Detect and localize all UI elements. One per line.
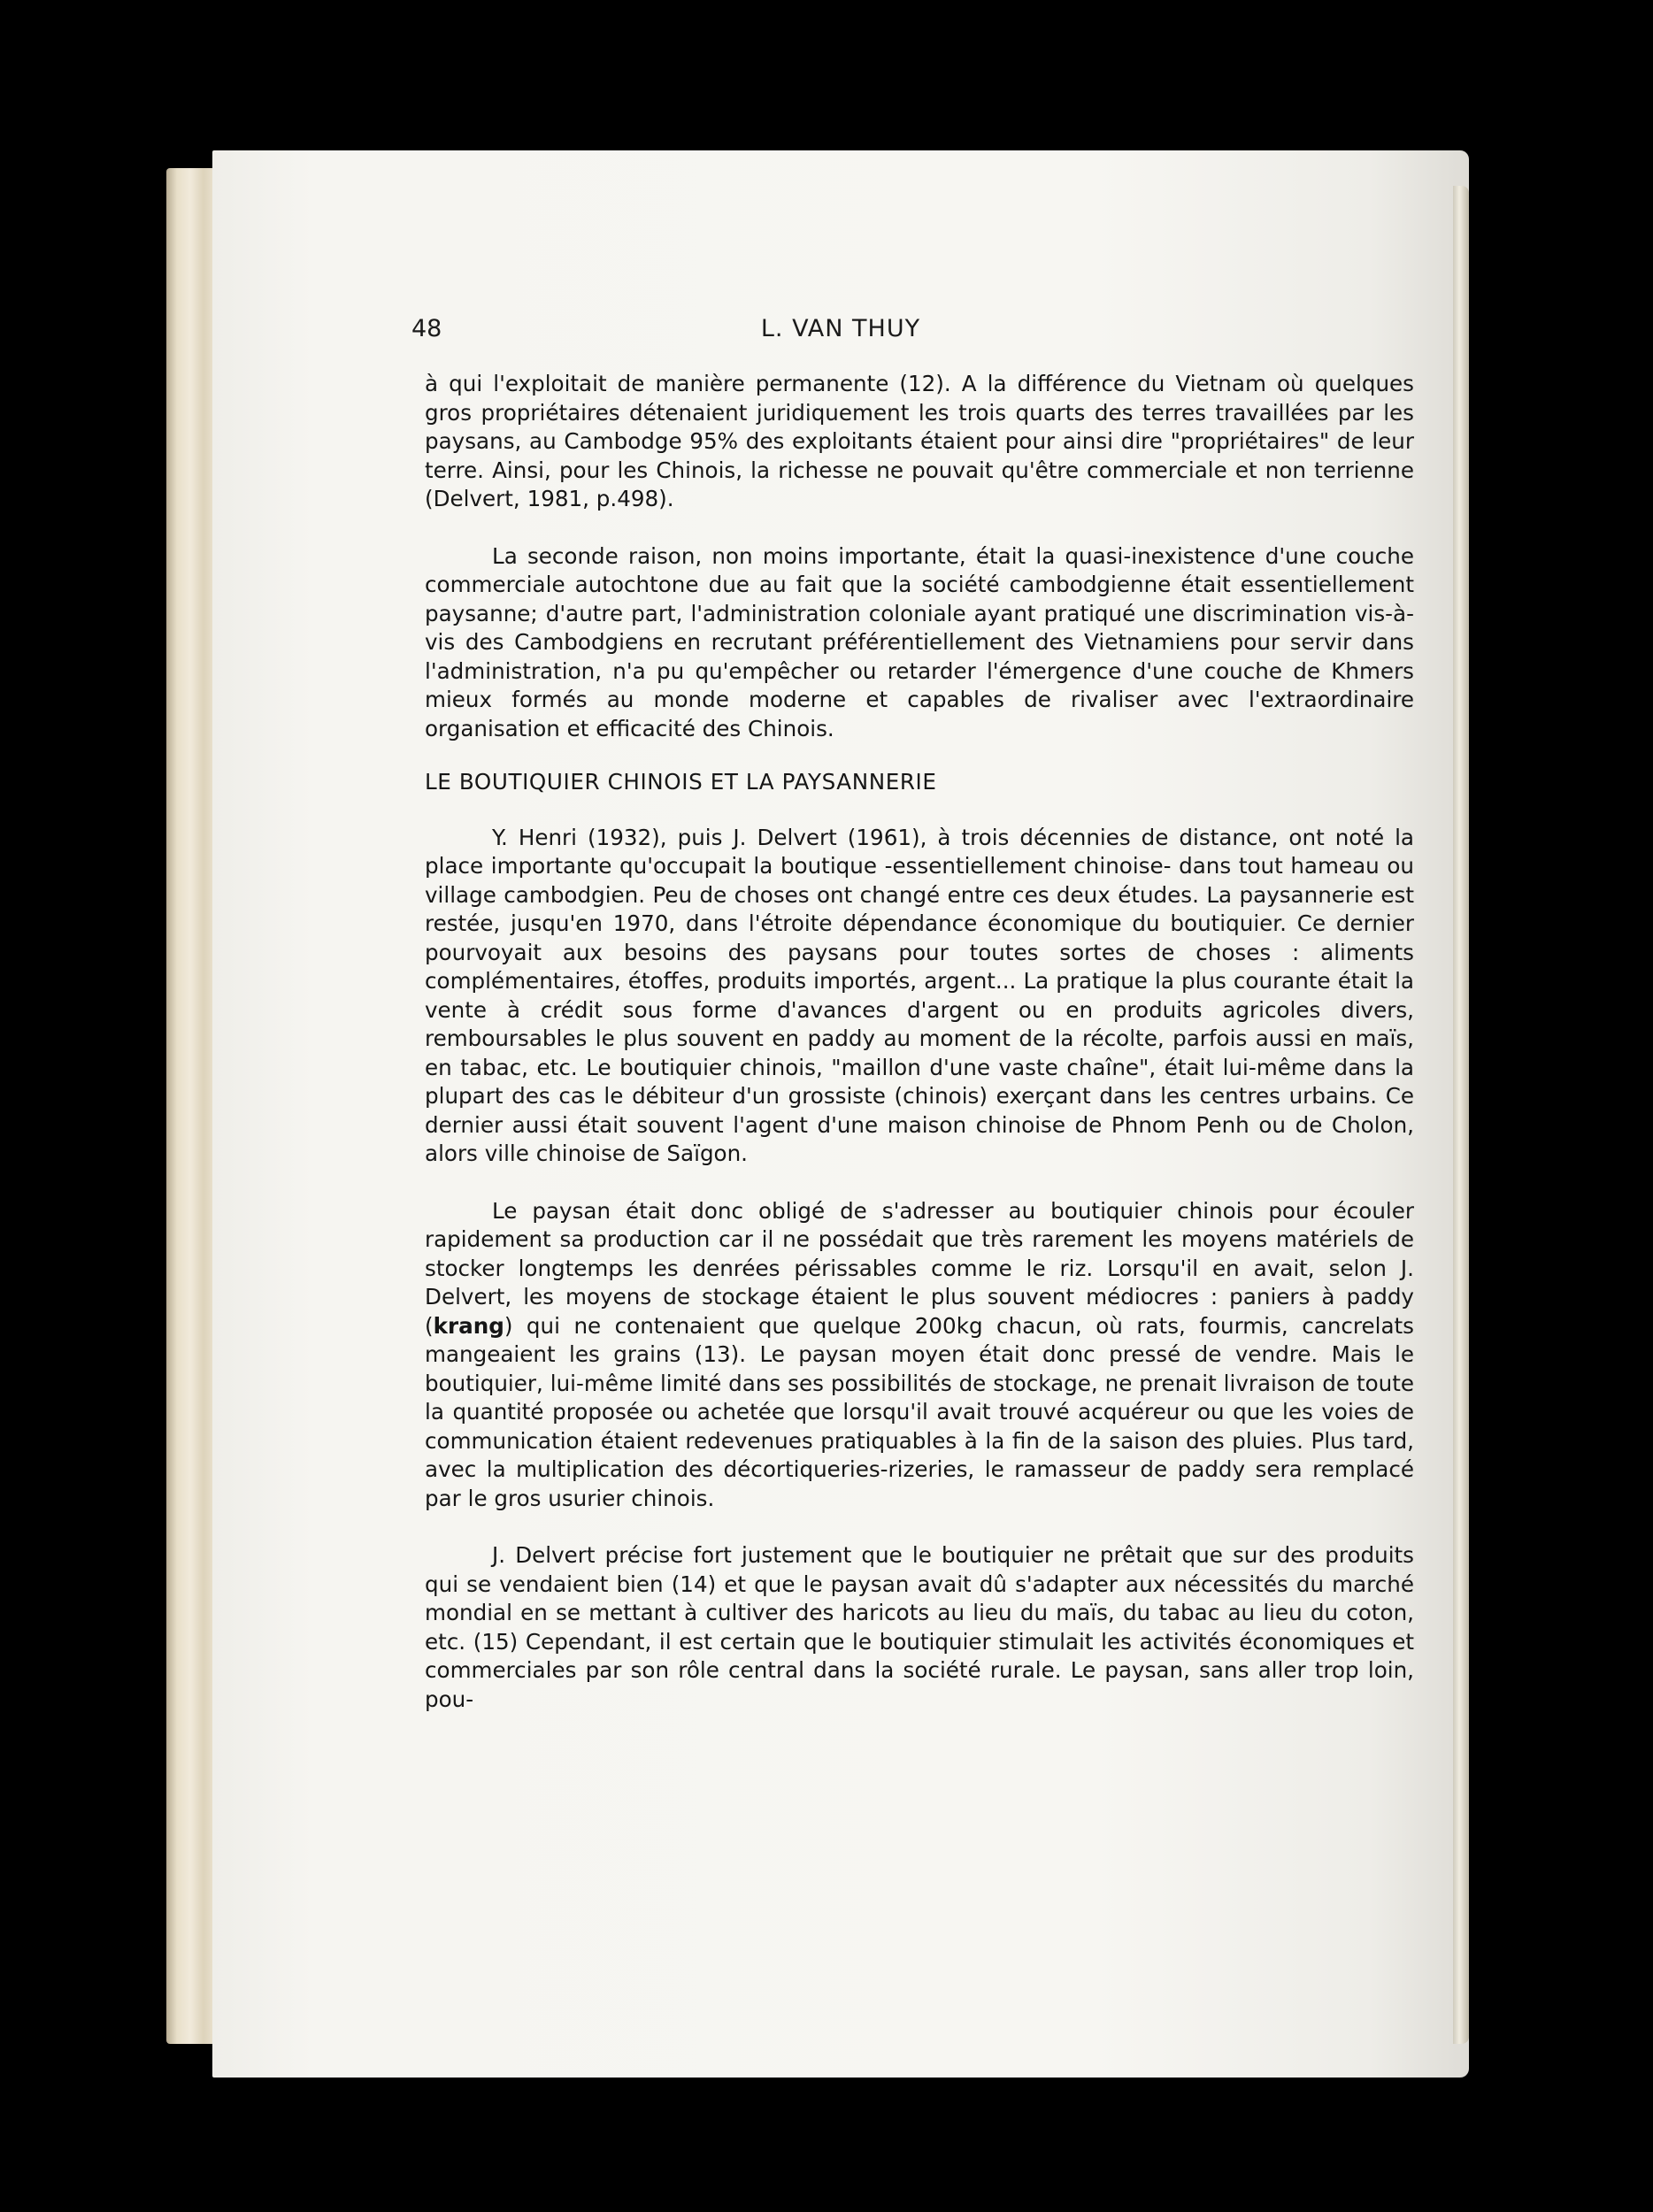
page-number: 48 bbox=[411, 315, 442, 342]
book bbox=[166, 150, 1487, 2078]
paragraph-2: La seconde raison, non moins importante, était la quasi-inexistence d'une couche commerciale autochtone due au fait que la société cambodgienne était essentiellement paysanne; d'autre part, l'administration coloniale ayant pratiqué une discrimination vis-à-vis des Cambodgiens en recrutant préférentiellement des Vietnamiens pour servir dans l'administration, n'a pu qu'empêcher ou retarder l'émergence d'une couche de Khmers mieux formés au monde moderne et capables de rivaliser avec l'extraordinaire organisation et efficacité des Chinois. bbox=[425, 542, 1414, 741]
page-edges bbox=[166, 168, 219, 2044]
body-text bbox=[425, 370, 1414, 1714]
paragraph-1: à qui l'exploitait de manière permanente (12). A la différence du Vietnam où quelques gros propriétaires détenaient juridiquement les trois quarts des terres travaillées par les paysans, au Cambodge 95% des exploitants étaient pour ainsi dire "propriétaires" de leur terre. Ainsi, pour les Chinois, la richesse ne pouvait qu'être commerciale et non terrienne (Delvert, 1981, p.498). bbox=[425, 371, 1414, 511]
running-head: L. VAN THUY bbox=[760, 315, 921, 342]
paragraph-4 bbox=[425, 1197, 1414, 1514]
paragraph-4-part-1: Le paysan était donc obligé de s'adresser au boutiquier chinois pour écouler rapidement sa production car il ne possédait que très rarement les moyens matériels de stocker longtemps les denrées périssables comme le riz. Lorsqu'il en avait, selon J. Delvert, les moyens de stockage étaient le plus souvent médiocres : paniers à paddy ( bbox=[425, 1197, 1414, 1339]
paragraph-5: J. Delvert précise fort justement que le boutiquier ne prêtait que sur des produits qui se vendaient bien (14) et que le paysan avait dû s'adapter aux nécessités du marché mondial en se mettant à cultiver des haricots au lieu du maïs, du tabac au lieu du coton, etc. (15) Cependant, il est certain que le boutiquier stimulait les activités économiques et commerciales par son rôle central dans la société rurale. Le paysan, sans aller trop loin, pou- bbox=[425, 1542, 1414, 1712]
page-header bbox=[212, 315, 1469, 350]
term-krang: krang bbox=[433, 1312, 504, 1339]
section-title: LE BOUTIQUIER CHINOIS ET LA PAYSANNERIE bbox=[425, 769, 937, 795]
page-curl-edge bbox=[1453, 186, 1469, 2044]
paragraph-4-part-2: ) qui ne contenaient que quelque 200kg chacun, où rats, fourmis, cancrelats mangeaient les grains (13). Le paysan moyen était donc pressé de vendre. Mais le boutiquier, lui-même limité dans ses possibilités de stockage, ne prenait livraison de toute la quantité proposée ou achetée que lorsqu'il avait trouvé acquéreur ou que les voies de communication étaient redevenues pratiquables à la fin de la saison des pluies. Plus tard, avec la multiplication des décortiqueries-rizeries, le ramasseur de paddy sera remplacé par le gros usurier chinois. bbox=[425, 1312, 1414, 1511]
book-page bbox=[212, 150, 1469, 2078]
paragraph-3: Y. Henri (1932), puis J. Delvert (1961), à trois décennies de distance, ont noté la place importante qu'occupait la boutique -essentiellement chinoise- dans tout hameau ou village cambodgien. Peu de choses ont changé entre ces deux études. La paysannerie est restée, jusqu'en 1970, dans l'étroite dépendance économique du boutiquier. Ce dernier pourvoyait aux besoins des paysans pour toutes sortes de choses : aliments complémentaires, étoffes, produits importés, argent... La pratique la plus courante était la vente à crédit sous forme d'avances d'argent ou en produits agricoles divers, remboursables le plus souvent en paddy au moment de la récolte, parfois aussi en maïs, en tabac, etc. Le boutiquier chinois, "maillon d'une vaste chaîne", était lui-même dans la plupart des cas le débiteur d'un grossiste (chinois) exerçant dans les centres urbains. Ce dernier aussi était souvent l'agent d'une maison chinoise de Phnom Penh ou de Cholon, alors ville chinoise de Saïgon. bbox=[425, 824, 1414, 1166]
